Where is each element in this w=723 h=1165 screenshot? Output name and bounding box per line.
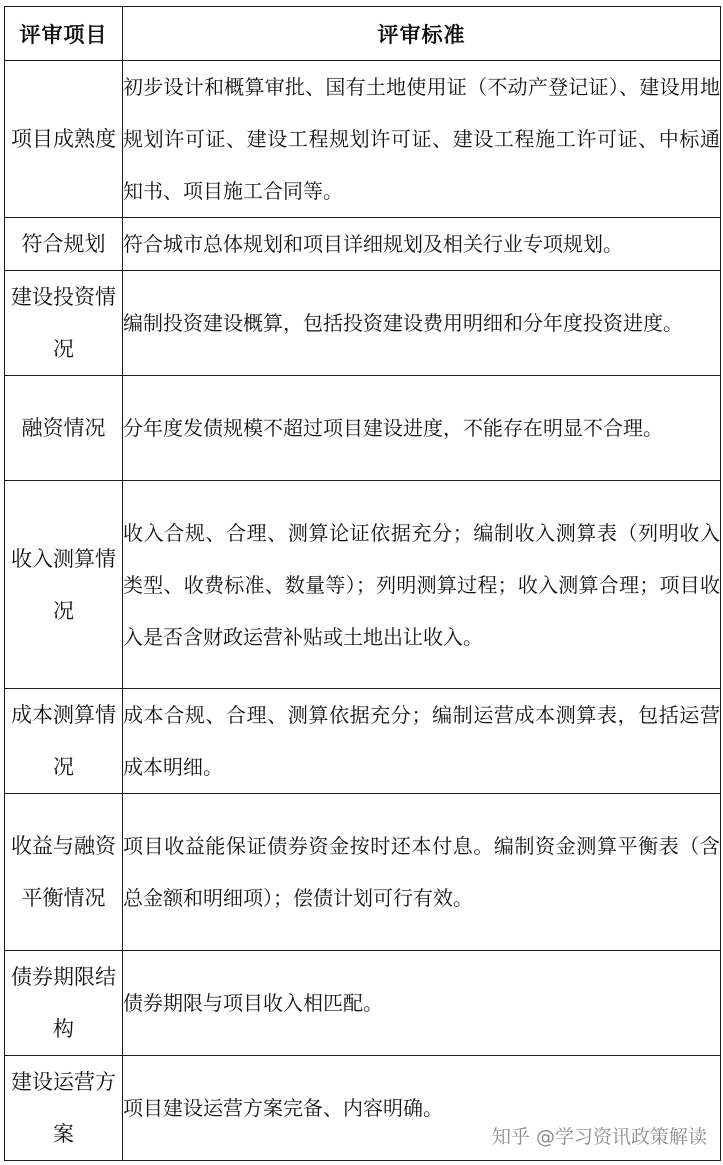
row-item: 收入测算情况	[5, 481, 123, 689]
row-criteria: 符合城市总体规划和项目详细规划及相关行业专项规划。	[123, 218, 721, 271]
row-item: 建设投资情况	[5, 271, 123, 376]
row-criteria: 项目建设运营方案完备、内容明确。	[123, 1056, 721, 1161]
row-item: 债券期限结构	[5, 951, 123, 1056]
table-row	[5, 689, 721, 794]
row-criteria: 债券期限与项目收入相匹配。	[123, 951, 721, 1056]
row-item: 成本测算情况	[5, 689, 123, 794]
table-row	[5, 951, 721, 1056]
row-criteria: 成本合规、合理、测算依据充分；编制运营成本测算表，包括运营成本明细。	[123, 689, 721, 794]
row-item: 收益与融资平衡情况	[5, 794, 123, 951]
row-criteria: 编制投资建设概算，包括投资建设费用明细和分年度投资进度。	[123, 271, 721, 376]
table-row	[5, 61, 721, 218]
row-item: 符合规划	[5, 218, 123, 271]
header-review-criteria: 评审标准	[123, 7, 721, 61]
row-criteria: 收入合规、合理、测算论证依据充分；编制收入测算表（列明收入类型、收费标准、数量等）；列明测算过程；收入测算合理；项目收入是否含财政运营补贴或土地出让收入。	[123, 481, 721, 689]
row-criteria: 初步设计和概算审批、国有土地使用证（不动产登记证）、建设用地规划许可证、建设工程规划许可证、建设工程施工许可证、中标通知书、项目施工合同等。	[123, 61, 721, 218]
row-item: 项目成熟度	[5, 61, 123, 218]
table-row	[5, 794, 721, 951]
zhihu-watermark: 知乎 @学习资讯政策解读	[490, 1122, 709, 1149]
table-row	[5, 218, 721, 271]
header-review-item: 评审项目	[5, 7, 123, 61]
table-row	[5, 271, 721, 376]
table-row	[5, 481, 721, 689]
table-row	[5, 376, 721, 481]
row-criteria: 分年度发债规模不超过项目建设进度，不能存在明显不合理。	[123, 376, 721, 481]
row-item: 建设运营方案	[5, 1056, 123, 1161]
table-header-row	[5, 7, 721, 61]
row-criteria: 项目收益能保证债券资金按时还本付息。编制资金测算平衡表（含总金额和明细项）；偿债计划可行有效。	[123, 794, 721, 951]
row-item: 融资情况	[5, 376, 123, 481]
review-standards-table	[4, 6, 721, 1161]
